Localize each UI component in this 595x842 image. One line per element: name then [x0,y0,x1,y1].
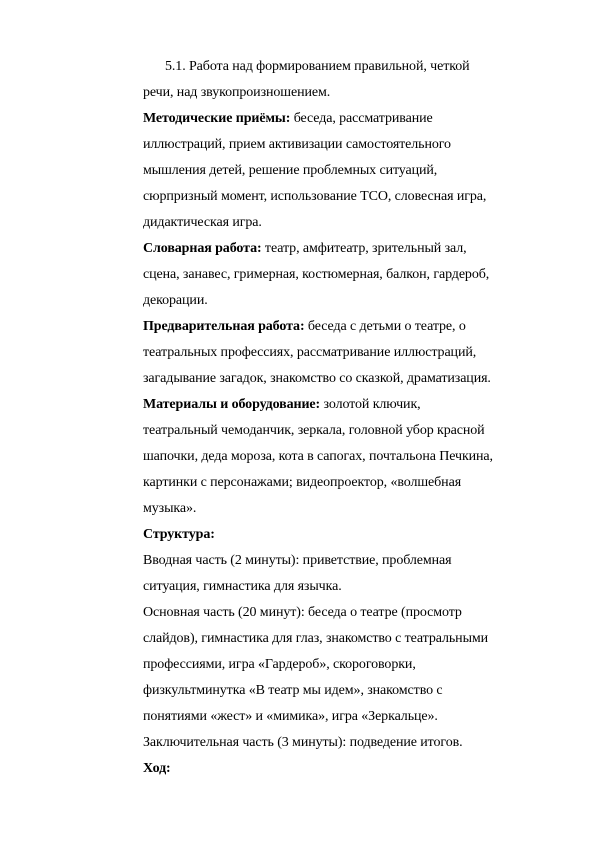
methods-text: беседа, рассматривание [290,111,433,126]
structure-line: физкультминутка «В театр мы идем», знакомство с [143,683,443,698]
preliminary-line [143,318,466,336]
materials-line: шапочки, деда мороза, кота в сапогах, почтальона Печкина, [143,449,493,464]
structure-label: Структура: [143,527,215,542]
structure-line: понятиями «жест» и «мимика», игра «Зеркальце». [143,709,438,724]
methods-label: Методические приёмы: [143,111,291,126]
vocabulary-line [143,240,467,258]
progress-label: Ход: [143,761,171,776]
vocabulary-label: Словарная работа: [143,241,262,256]
preliminary-line: театральных профессиях, рассматривание иллюстраций, [143,345,477,360]
materials-line: музыка». [143,501,197,516]
preliminary-line: загадывание загадок, знакомство со сказкой, драматизация. [143,371,491,386]
methods-line: иллюстраций, прием активизации самостоятельного [143,137,451,152]
structure-line: профессиями, игра «Гардероб», скороговорки, [143,657,416,672]
materials-label: Материалы и оборудование: [143,397,321,412]
structure-line: слайдов), гимнастика для глаз, знакомство с театральными [143,631,489,646]
structure-line: Вводная часть (2 минуты): приветствие, проблемная [143,553,452,568]
preliminary-label: Предварительная работа: [143,319,305,334]
preliminary-text: беседа с детьми о театре, о [304,319,466,334]
methods-line: сюрпризный момент, использование ТСО, словесная игра, [143,189,487,204]
structure-line: ситуация, гимнастика для язычка. [143,579,342,594]
materials-line [143,396,421,414]
methods-line: мышления детей, решение проблемных ситуаций, [143,163,438,178]
materials-line: картинки с персонажами; видеопроектор, «волшебная [143,475,462,490]
heading-line: речи, над звукопроизношением. [143,85,331,100]
methods-line [143,110,433,128]
methods-line: дидактическая игра. [143,215,262,230]
vocabulary-line: сцена, занавес, гримерная, костюмерная, балкон, гардероб, [143,267,490,282]
structure-line: Основная часть (20 минут): беседа о театре (просмотр [143,605,462,620]
materials-line: театральный чемоданчик, зеркала, головной убор красной [143,423,485,438]
materials-text: золотой ключик, [320,397,421,412]
structure-line: Заключительная часть (3 минуты): подведение итогов. [143,735,463,750]
vocabulary-text: театр, амфитеатр, зрительный зал, [261,241,467,256]
heading-line: 5.1. Работа над формированием правильной, четкой [165,59,470,74]
vocabulary-line: декорации. [143,293,208,308]
